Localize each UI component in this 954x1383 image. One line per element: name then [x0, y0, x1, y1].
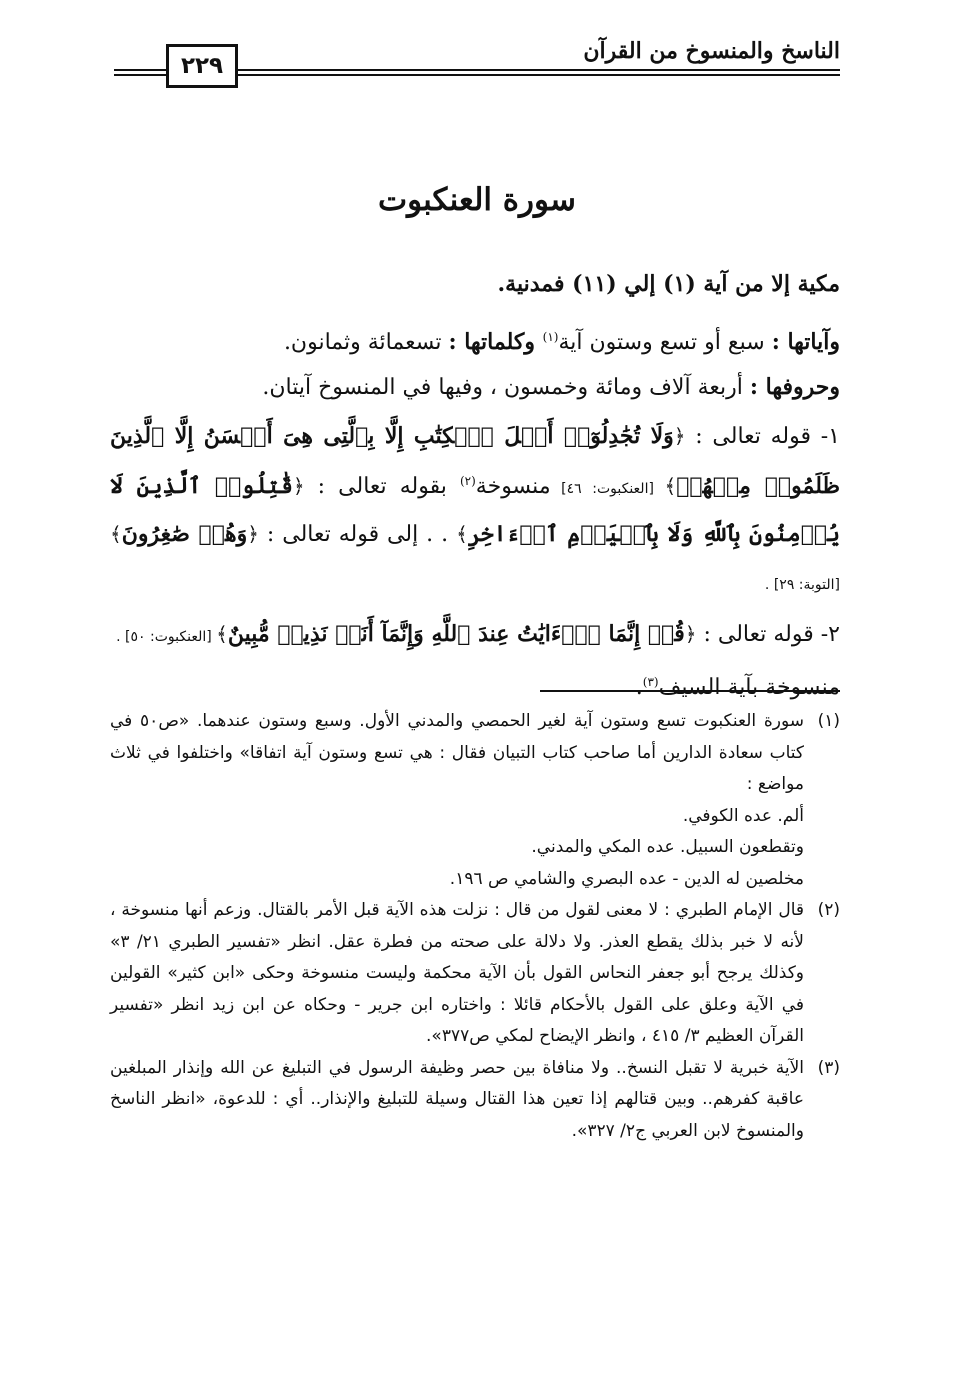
footnote-1-number: (١): [817, 711, 840, 731]
footnote-3-number: (٣): [817, 1057, 840, 1078]
footnote-ref-3: (٣): [642, 675, 659, 689]
footnote-ref-1: (١): [542, 330, 559, 344]
makkiyya-text: مكية إلا من آية (١) إلي (١١) فمدنية.: [497, 271, 840, 297]
page-number: ٢٢٩: [180, 53, 224, 79]
item-1-ayah-2: قَٰتِلُوا۟ ٱلَّذِينَ لَا يُؤۡمِنُونَ بِٱللَّهِ وَلَا بِٱلۡيَوۡمِ ٱلۡءَاخِرِ: [110, 473, 840, 547]
footnote-2-number: (٢): [817, 900, 840, 920]
item-1-mansukha: منسوخة: [475, 474, 551, 499]
footnote-ref-2: (٢): [459, 474, 476, 488]
item-2-end: .: [635, 675, 643, 700]
kalimat-label: وكلماتها :: [448, 329, 543, 355]
huruf-text: أربعة آلاف ومائة وخمسون ، وفيها في المنسوخ آيتان.: [262, 375, 750, 400]
running-title: الناسخ والمنسوخ من القرآن: [583, 38, 840, 64]
footnote-1-line-4: مخلصين له الدين - عده البصري والشامي ص ١٩٦.: [449, 868, 804, 889]
huruf-label: وحروفها :: [749, 374, 840, 400]
footnote-2: [110, 895, 840, 1053]
item-2: [110, 612, 840, 710]
item-1-reference-3: [التوبة: ٢٩] .: [764, 577, 840, 593]
footnote-1-line-1: سورة العنكبوت تسع وستون آية لغير الحمصي والمدني الأول. وسبع وستون عندهما. «ص٥٠ في كتاب سعادة الدارين أما صاحب كتاب التبيان فقال : هي تسع وستون آية اتفاقا» واختلفوا في ثلاث مواضع :: [110, 711, 804, 794]
paragraph-ayat: [110, 315, 840, 365]
item-2-reference: [العنكبوت: ٥٠] .: [116, 629, 217, 645]
page-number-box: [166, 44, 238, 88]
quran-bracket-open-4: ﴿: [684, 622, 697, 646]
item-2-ayah: قُلۡ إِنَّمَا ٱلۡءَايَٰتُ عِندَ ٱللَّهِ وَإِنَّمَآ أَنَا۠ نَذِيرٞ مُّبِينٌ: [227, 621, 685, 647]
main-text: [110, 262, 840, 710]
footnotes: [110, 706, 840, 1147]
quran-bracket-close: ﴾: [664, 474, 677, 498]
item-1-reference: [العنكبوت: ٤٦]: [550, 481, 665, 497]
quran-bracket-open: ﴿: [673, 424, 686, 448]
ayat-count: سبع أو تسع وستون آية: [558, 330, 772, 355]
ayat-label: وآياتها :: [771, 329, 840, 355]
footnote-3: [110, 1053, 840, 1148]
quran-bracket-close-2: ﴾: [456, 522, 468, 546]
item-1-lead: ١- قوله تعالى :: [685, 424, 840, 449]
footnote-separator: [540, 690, 840, 692]
footnote-1: [110, 706, 840, 895]
quran-bracket-open-3: ﴿: [247, 522, 259, 546]
quran-bracket-close-3: ﴾: [110, 522, 122, 546]
footnote-1-line-3: وتقطعون السبيل. عده المكي والمدني.: [531, 837, 804, 857]
quran-bracket-open-2: ﴿: [292, 474, 305, 498]
paragraph-huruf: [110, 365, 840, 410]
item-1-ayah-3: وَهُمۡ صَٰغِرُونَ: [121, 521, 248, 547]
item-1-bi-qawlihi: بقوله تعالى :: [304, 474, 460, 499]
item-1-ila-qawlihi: . . إلى قوله تعالى :: [258, 522, 457, 547]
footnote-3-text: الآية خبرية لا تقبل النسخ.. ولا منافاة بين حصر وظيفة الرسول في التبليغ عن الله وإنذار المبلغين عاقبة كفرهم.. وبين قتالهم إذا تعين هذا القتال وسيلة للتبليغ والإنذار.. أي : للدعوة، «انظر الناسخ والمنسوخ لابن العربي ج٢/ ٣٢٧».: [110, 1057, 804, 1141]
item-1-ayah: وَلَا تُجَٰدِلُوٓا۟ أَهۡلَ ٱلۡكِتَٰبِ إِلَّا بِٱلَّتِى هِىَ أَحۡسَنُ إِلَّا ٱلَّذِينَ ظَلَمُوا۟ مِنۡهُمۡ: [110, 423, 840, 499]
footnote-2-text: قال الإمام الطبري : لا معنى لقول من قال : نزلت هذه الآية قبل الأمر بالقتال. وزعم أنها منسوخة ، لأنه لا خبر بذلك يقطع العذر. ولا دلالة على صحته من فطرة عقل. انظر «تفسير الطبري ٢١/ ٣» وكذلك يرجح أبو جعفر النحاس القول بأن الآية محكمة وليست منسوخة وحكى «ابن كثير» القولين في الآية وعلق على القول بالأحكام قائلا : واختاره ابن جرير - وحكاه عن ابن زيد انظر «تفسير القرآن العظيم ٣/ ٤١٥ ، وانظر الإيضاح لمكي ص٣٧٧».: [110, 900, 804, 1046]
item-2-tail: منسوخة بآية السيف: [658, 675, 840, 700]
surah-title: سورة العنكبوت: [377, 182, 577, 218]
item-2-lead: ٢- قوله تعالى :: [696, 622, 840, 647]
quran-bracket-close-4: ﴾: [216, 622, 228, 646]
item-1: [110, 414, 840, 608]
footnote-1-line-2: ألم. عده الكوفي.: [682, 805, 804, 826]
kalimat-count: تسعمائة وثمانون.: [283, 330, 449, 355]
paragraph-makkiyya: [110, 262, 840, 307]
